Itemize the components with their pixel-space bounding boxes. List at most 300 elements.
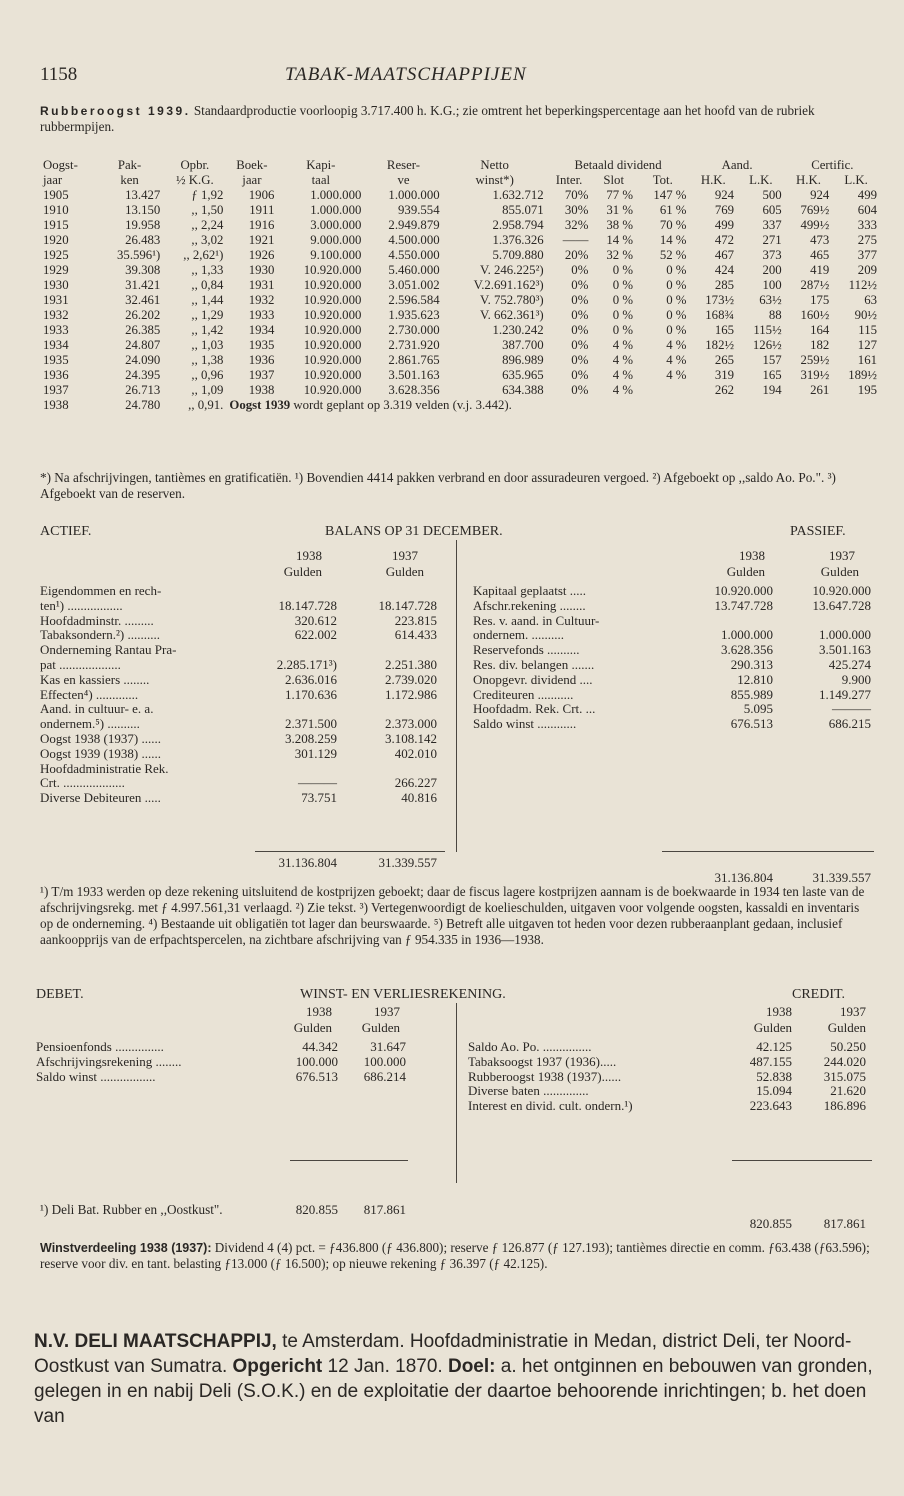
list-item bbox=[40, 688, 445, 703]
pl-total-rule bbox=[290, 1160, 408, 1161]
value-1937: 100.000 bbox=[363, 1053, 406, 1069]
table-cell: 30% bbox=[564, 203, 589, 217]
table-cell: 26.202 bbox=[125, 308, 161, 322]
debet-total-1937: 817.861 bbox=[363, 1201, 406, 1217]
value-1938: 622.002 bbox=[294, 627, 337, 643]
table-cell: 0 % bbox=[666, 263, 687, 277]
table-cell: 467 bbox=[714, 248, 735, 262]
item-label: Hoofdadminstr. ......... bbox=[40, 612, 154, 628]
oogst-1939-text: wordt geplant op 3.319 velden (v.j. 3.442). bbox=[293, 398, 512, 412]
value-1938: 676.513 bbox=[730, 716, 773, 732]
table-cell: 500 bbox=[762, 188, 782, 202]
debet-total-1938: 820.855 bbox=[295, 1201, 338, 1217]
pl-unit-b: Gulden bbox=[361, 1020, 400, 1035]
stats-header: Boek- bbox=[236, 158, 268, 172]
table-cell: 387.700 bbox=[502, 338, 544, 352]
list-item bbox=[473, 599, 873, 614]
table-cell: 4 % bbox=[612, 368, 634, 382]
balance-unit-b: Gulden bbox=[820, 564, 859, 579]
item-label: Saldo winst ................. bbox=[36, 1068, 156, 1084]
table-cell: 14 % bbox=[606, 233, 634, 247]
table-cell: 855.071 bbox=[502, 203, 544, 217]
table-cell: 0% bbox=[571, 308, 589, 322]
table-cell: 31.421 bbox=[125, 278, 161, 292]
table-cell: 769½ bbox=[800, 203, 830, 217]
balance-year-b: 1937 bbox=[829, 548, 855, 563]
value-1937: 13.647.728 bbox=[812, 597, 871, 613]
item-label: Diverse baten .............. bbox=[468, 1083, 589, 1099]
assets-total-row bbox=[40, 856, 445, 871]
list-item bbox=[473, 688, 873, 703]
table-row bbox=[40, 233, 880, 248]
table-cell: 100 bbox=[762, 278, 782, 292]
table-cell: 32% bbox=[564, 218, 589, 232]
stats-header: Opbr. bbox=[180, 158, 210, 172]
list-item bbox=[468, 1055, 868, 1070]
list-item bbox=[40, 614, 445, 629]
stats-header: Pak- bbox=[117, 158, 142, 172]
table-cell: 1906 bbox=[248, 188, 275, 202]
list-item bbox=[36, 1055, 406, 1070]
table-cell: 32.461 bbox=[125, 293, 161, 307]
table-cell: 32 % bbox=[606, 248, 634, 262]
list-item bbox=[473, 702, 873, 717]
table-cell: 165 bbox=[762, 368, 782, 382]
table-cell: 39.308 bbox=[125, 263, 161, 277]
actief-title: ACTIEF. bbox=[40, 524, 92, 539]
table-cell: 1935 bbox=[43, 353, 69, 367]
table-cell: 4.500.000 bbox=[388, 233, 440, 247]
item-label: Hoofdadm. Rek. Crt. ... bbox=[473, 701, 596, 717]
list-item bbox=[473, 643, 873, 658]
value-1937: 40.816 bbox=[401, 790, 437, 806]
list-item bbox=[473, 673, 873, 688]
doel-text: a. het ontginnen en bebouwen van gronden, gelegen in en nabij Deli (S.O.K.) en de exploitatie der daartoe behoorende inrichtingen; b. het doen van bbox=[34, 1356, 873, 1427]
item-label: Diverse Debiteuren ..... bbox=[40, 790, 161, 806]
balance-title: BALANS OP 31 DECEMBER. bbox=[325, 524, 503, 539]
balance-year-a: 1938 bbox=[296, 548, 322, 563]
table-cell: 4 % bbox=[612, 353, 634, 367]
table-cell bbox=[636, 383, 689, 398]
value-1937: 186.896 bbox=[823, 1098, 866, 1114]
table-cell: 473 bbox=[810, 233, 830, 247]
rubber-harvest-intro bbox=[40, 103, 870, 135]
table-cell: 10.920.000 bbox=[303, 338, 362, 352]
value-1938: 676.513 bbox=[295, 1068, 338, 1084]
balance-total-rule bbox=[255, 851, 445, 852]
table-cell: 604 bbox=[857, 203, 877, 217]
table-cell: ,, 0,84 bbox=[191, 278, 224, 292]
table-cell: 61 % bbox=[659, 203, 687, 217]
table-cell: 1925 bbox=[43, 248, 69, 262]
value-1937: 31.647 bbox=[370, 1039, 406, 1054]
value-1937: 21.620 bbox=[830, 1083, 866, 1099]
table-cell: 10.920.000 bbox=[303, 383, 362, 397]
table-cell: 419 bbox=[810, 263, 830, 277]
winstverdeeling bbox=[40, 1240, 870, 1272]
table-cell: 209 bbox=[857, 263, 877, 277]
value-1937: 3.501.163 bbox=[819, 642, 871, 658]
stats-subheader: ken bbox=[120, 173, 139, 187]
table-cell: 1911 bbox=[249, 203, 275, 217]
table-cell: 499 bbox=[857, 188, 877, 202]
value-1938: 13.747.728 bbox=[714, 597, 773, 613]
list-item bbox=[40, 584, 445, 599]
table-cell: ,, 1,09 bbox=[191, 383, 224, 397]
stats-header: Betaald dividend bbox=[574, 158, 662, 172]
table-cell: 4 % bbox=[612, 338, 634, 352]
table-row bbox=[40, 383, 880, 398]
table-cell: 1926 bbox=[248, 248, 275, 262]
table-cell: 3.000.000 bbox=[310, 218, 362, 232]
table-row bbox=[40, 368, 880, 383]
table-cell: 90½ bbox=[854, 308, 877, 322]
table-cell: 1931 bbox=[248, 278, 275, 292]
value-1938: 42.125 bbox=[756, 1039, 792, 1054]
stats-subheader: H.K. bbox=[796, 173, 821, 187]
table-cell bbox=[226, 398, 880, 413]
value-1938: 855.989 bbox=[730, 686, 773, 702]
item-label: Rubberoogst 1938 (1937)...... bbox=[468, 1068, 622, 1084]
table-cell: 769 bbox=[714, 203, 735, 217]
table-cell: 0% bbox=[571, 323, 589, 337]
item-label: Kas en kassiers ........ bbox=[40, 671, 150, 687]
table-cell: 194 bbox=[762, 383, 782, 397]
table-row bbox=[40, 308, 880, 323]
value-1937: 3.108.142 bbox=[385, 730, 437, 746]
table-cell: 52 % bbox=[659, 248, 687, 262]
table-cell: 3.051.002 bbox=[388, 278, 440, 292]
table-cell: 13.150 bbox=[125, 203, 161, 217]
item-label: pat ................... bbox=[40, 656, 121, 672]
list-item bbox=[40, 628, 445, 643]
balance-unit-a: Gulden bbox=[283, 564, 322, 579]
table-cell: ,, 1,38 bbox=[191, 353, 224, 367]
table-cell: 1.935.623 bbox=[388, 308, 440, 322]
table-cell: 195 bbox=[857, 383, 877, 397]
table-row bbox=[40, 293, 880, 308]
table-cell: 896.989 bbox=[502, 353, 544, 367]
table-cell: 499½ bbox=[800, 218, 830, 232]
pl-total-rule bbox=[732, 1160, 872, 1161]
table-cell: 377 bbox=[857, 248, 877, 262]
table-cell: 24.090 bbox=[125, 353, 161, 367]
value-1938: 1.170.636 bbox=[285, 686, 337, 702]
table-cell: 0 % bbox=[666, 308, 687, 322]
winstverdeeling-text: Dividend 4 (4) pct. = ƒ436.800 (ƒ 436.800); reserve ƒ 126.877 (ƒ 127.193); tantièmes directie en comm. ƒ63.438 (ƒ63.596); reserve voor div. en tant. belasting ƒ13.000 (ƒ 16.500); op nieuwe rekening ƒ 36.397 (ƒ 42.125). bbox=[40, 1240, 870, 1271]
stats-subheader: L.K. bbox=[844, 173, 868, 187]
table-cell: 1910 bbox=[43, 203, 69, 217]
company-location: te Amsterdam. Hoofdadministratie in Medan, district Deli, ter Noord-Oostkust van Sumatra. bbox=[34, 1331, 852, 1377]
stats-subheader: ve bbox=[397, 173, 410, 187]
table-cell: 4 % bbox=[612, 383, 634, 397]
item-label: Saldo winst ............ bbox=[473, 716, 577, 732]
table-cell: 1935 bbox=[248, 338, 275, 352]
value-1938: 2.636.016 bbox=[285, 671, 337, 687]
table-cell: ƒ 1,92 bbox=[191, 188, 224, 202]
table-cell: 0% bbox=[571, 353, 589, 367]
table-cell: 924 bbox=[810, 188, 830, 202]
list-item bbox=[468, 1099, 868, 1114]
deli-company-entry bbox=[34, 1329, 874, 1429]
table-cell: 4 % bbox=[666, 368, 687, 382]
table-row bbox=[40, 323, 880, 338]
assets-list bbox=[40, 584, 445, 806]
item-label: Eigendommen en rech- bbox=[40, 583, 162, 598]
opgericht-label: Opgericht bbox=[232, 1356, 323, 1377]
table-cell: 1937 bbox=[43, 383, 69, 397]
table-cell: 0 % bbox=[666, 293, 687, 307]
balance-footnote: ¹) T/m 1933 werden op deze rekening uitsluitend de kostprijzen geboekt; daar de fiscus lagere kostprijzen aannam is de boekwaarde in 1934 ten laste van de afschrijvingsrekg. met ƒ 4.997.561,31 verlaagd. ²) Zie tekst. ³) Vertegenwoordigt de koelieschulden, uitgaven voor volgende oogsten, kassaldi en inventaris op de onderneming. ⁴) Bestaande uit obligatiën tot lager dan beurswaarde. ⁵) Betreft alle uitgaven tot heden voor dezen rubberaanplant gedaan, inclusief aankoopprijs van de erfpachtspercelen, na zichtbare afschrijving van ƒ 954.335 in 1936—1938. bbox=[40, 884, 865, 947]
pl-year-a: 1938 bbox=[306, 1004, 332, 1019]
table-cell: 1938 bbox=[43, 398, 69, 412]
table-cell: ,, 2,62¹) bbox=[183, 248, 224, 262]
table-cell: V. 752.780³) bbox=[480, 293, 544, 307]
table-cell: 2.596.584 bbox=[388, 293, 440, 307]
value-1938: 52.838 bbox=[756, 1068, 792, 1084]
balance-unit-a: Gulden bbox=[726, 564, 765, 579]
value-1937: 9.900 bbox=[841, 671, 871, 687]
table-cell: 1920 bbox=[43, 233, 69, 247]
table-row bbox=[40, 218, 880, 233]
table-cell: 24.807 bbox=[125, 338, 161, 352]
list-item bbox=[40, 762, 445, 777]
table-cell: ,, 3,02 bbox=[191, 233, 224, 247]
page-number: 1158 bbox=[40, 64, 78, 85]
item-label: ondernem.⁵) .......... bbox=[40, 716, 140, 732]
table-cell: 262 bbox=[714, 383, 735, 397]
table-cell: ,, 1,42 bbox=[191, 323, 224, 337]
value-1938: 100.000 bbox=[295, 1053, 338, 1069]
stats-subheader: L.K. bbox=[749, 173, 773, 187]
value-1937: 244.020 bbox=[823, 1053, 866, 1069]
table-cell: 275 bbox=[857, 233, 877, 247]
table-cell: 20% bbox=[564, 248, 589, 262]
credit-total-1937: 817.861 bbox=[823, 1216, 866, 1232]
value-1938: 12.810 bbox=[737, 671, 773, 687]
table-cell: 1.230.242 bbox=[492, 323, 544, 337]
item-label: ondernem. .......... bbox=[473, 627, 564, 643]
table-cell: 10.920.000 bbox=[303, 308, 362, 322]
value-1937: 686.215 bbox=[828, 716, 871, 732]
table-cell: 5.709.880 bbox=[492, 248, 544, 262]
item-label: Saldo Ao. Po. ............... bbox=[468, 1039, 592, 1054]
table-row bbox=[40, 353, 880, 368]
item-label: Tabaksondern.²) .......... bbox=[40, 627, 160, 643]
table-cell: 1931 bbox=[43, 293, 69, 307]
table-cell: V. 662.361³) bbox=[480, 308, 544, 322]
item-label: Pensioenfonds ............... bbox=[36, 1039, 164, 1054]
table-cell: 0% bbox=[571, 368, 589, 382]
table-cell: ,, 0,91. bbox=[188, 398, 224, 412]
value-1938: 487.155 bbox=[749, 1053, 792, 1069]
value-1938: 2.371.500 bbox=[285, 716, 337, 732]
value-1937: 2.373.000 bbox=[385, 716, 437, 732]
pl-divider bbox=[456, 1003, 457, 1183]
liab-total-1937: 31.339.557 bbox=[812, 869, 871, 885]
list-item bbox=[473, 614, 873, 629]
table-cell: 5.460.000 bbox=[388, 263, 440, 277]
table-cell: 2.730.000 bbox=[388, 323, 440, 337]
stats-header: Reser- bbox=[386, 158, 421, 172]
value-1938: 320.612 bbox=[294, 612, 337, 628]
table-cell: 1937 bbox=[248, 368, 275, 382]
oogst-1939-label: Oogst 1939 bbox=[229, 398, 291, 412]
table-cell: 2.949.879 bbox=[388, 218, 440, 232]
pl-year-b: 1937 bbox=[374, 1004, 400, 1019]
item-label: Oogst 1939 (1938) ...... bbox=[40, 745, 161, 761]
table-row bbox=[40, 248, 880, 263]
item-label: ten¹) ................. bbox=[40, 597, 123, 613]
value-1938: 301.129 bbox=[294, 745, 337, 761]
table-cell: 319 bbox=[714, 368, 735, 382]
table-cell: 465 bbox=[810, 248, 830, 262]
table-cell: 173½ bbox=[705, 293, 735, 307]
table-cell: 4.550.000 bbox=[388, 248, 440, 262]
table-cell: 939.554 bbox=[398, 203, 440, 217]
list-item bbox=[40, 673, 445, 688]
list-item bbox=[36, 1070, 406, 1085]
table-row bbox=[40, 188, 880, 203]
table-cell: 1933 bbox=[43, 323, 69, 337]
table-row bbox=[40, 278, 880, 293]
item-label: Effecten⁴) ............. bbox=[40, 686, 139, 702]
value-1937: ——— bbox=[832, 701, 871, 717]
table-cell: 499 bbox=[714, 218, 735, 232]
stats-header-row-2 bbox=[40, 173, 880, 188]
table-cell: 26.385 bbox=[125, 323, 161, 337]
value-1938: 10.920.000 bbox=[714, 583, 773, 598]
table-cell: 63 bbox=[864, 293, 877, 307]
list-item bbox=[40, 658, 445, 673]
table-row bbox=[40, 338, 880, 353]
balance-divider bbox=[456, 540, 457, 852]
table-cell: 285 bbox=[714, 278, 735, 292]
table-cell: 271 bbox=[762, 233, 782, 247]
item-label: Crt. ................... bbox=[40, 775, 125, 791]
value-1937: 2.739.020 bbox=[385, 671, 437, 687]
credit-title: CREDIT. bbox=[792, 987, 846, 1002]
list-item bbox=[468, 1040, 868, 1055]
value-1938: ——— bbox=[298, 775, 337, 791]
stats-subheader: Tot. bbox=[652, 173, 673, 187]
table-cell: 1.000.000 bbox=[388, 188, 440, 202]
table-cell: 9.100.000 bbox=[310, 248, 362, 262]
value-1937: 223.815 bbox=[394, 612, 437, 628]
value-1938: 5.095 bbox=[743, 701, 773, 717]
credit-list bbox=[468, 1040, 868, 1114]
table-cell: 10.920.000 bbox=[303, 353, 362, 367]
pl-unit-b: Gulden bbox=[827, 1020, 866, 1035]
value-1937: 425.274 bbox=[828, 656, 871, 672]
item-label: Onopgevr. dividend .... bbox=[473, 671, 593, 687]
table-cell: 1905 bbox=[43, 188, 69, 202]
value-1937: 18.147.728 bbox=[378, 597, 437, 613]
table-cell: 112½ bbox=[848, 278, 877, 292]
value-1938: 1.000.000 bbox=[721, 627, 773, 643]
balance-unit-b: Gulden bbox=[385, 564, 424, 579]
stats-subheader: ½ K.G. bbox=[176, 173, 214, 187]
stats-header: Oogst- bbox=[43, 158, 78, 172]
list-item bbox=[473, 584, 873, 599]
table-cell: 1915 bbox=[43, 218, 69, 232]
value-1938: 223.643 bbox=[749, 1098, 792, 1114]
table-cell: 2.958.794 bbox=[492, 218, 544, 232]
assets-total-1937: 31.339.557 bbox=[378, 855, 437, 870]
table-cell: 10.920.000 bbox=[303, 278, 362, 292]
table-cell: 70 % bbox=[659, 218, 687, 232]
table-cell: 63½ bbox=[759, 293, 782, 307]
table-cell: ,, 0,96 bbox=[191, 368, 224, 382]
value-1938: 3.628.356 bbox=[721, 642, 773, 658]
table-cell: V. 246.225²) bbox=[480, 263, 544, 277]
value-1938: 290.313 bbox=[730, 656, 773, 672]
table-cell: 14 % bbox=[659, 233, 687, 247]
stats-subheader: winst*) bbox=[475, 173, 514, 187]
value-1937: 614.433 bbox=[394, 627, 437, 643]
table-cell: 924 bbox=[714, 188, 735, 202]
item-label: Oogst 1938 (1937) ...... bbox=[40, 730, 161, 746]
debet-list bbox=[36, 1040, 406, 1084]
value-1938: 2.285.171³) bbox=[276, 656, 337, 672]
table-cell: 1.632.712 bbox=[492, 188, 544, 202]
list-item bbox=[40, 747, 445, 762]
table-cell: 424 bbox=[714, 263, 735, 277]
company-name: N.V. DELI MAATSCHAPPIJ, bbox=[34, 1331, 277, 1352]
stats-subheader: Slot bbox=[603, 173, 625, 187]
stats-subheader: Inter. bbox=[555, 173, 583, 187]
table-cell: 1929 bbox=[43, 263, 69, 277]
item-label: Aand. in cultuur- e. a. bbox=[40, 701, 154, 717]
table-cell: 1930 bbox=[248, 263, 275, 277]
table-cell: 0% bbox=[571, 293, 589, 307]
liab-total-1938: 31.136.804 bbox=[714, 869, 773, 885]
value-1938: 44.342 bbox=[302, 1039, 338, 1054]
table-cell: 38 % bbox=[606, 218, 634, 232]
item-label: Reservefonds .......... bbox=[473, 642, 580, 658]
table-cell: 19.958 bbox=[125, 218, 161, 232]
item-label: Res. v. aand. in Cultuur- bbox=[473, 612, 600, 628]
pl-year-a: 1938 bbox=[766, 1004, 792, 1019]
credit-total-row bbox=[468, 1217, 868, 1232]
pl-year-b: 1937 bbox=[840, 1004, 866, 1019]
table-cell: ,, 1,29 bbox=[191, 308, 224, 322]
stats-header: Aand. bbox=[721, 158, 753, 172]
value-1937: 1.172.986 bbox=[385, 686, 437, 702]
table-cell: 287½ bbox=[800, 278, 830, 292]
table-cell: 9.000.000 bbox=[310, 233, 362, 247]
table-cell: 261 bbox=[810, 383, 830, 397]
item-label: Crediteuren ........... bbox=[473, 686, 574, 702]
credit-total-1938: 820.855 bbox=[749, 1216, 792, 1232]
table-cell: 0 % bbox=[612, 278, 634, 292]
table-cell: 1.376.326 bbox=[492, 233, 544, 247]
table-cell: 115½ bbox=[753, 323, 782, 337]
table-cell: 31 % bbox=[606, 203, 634, 217]
balance-year-a: 1938 bbox=[739, 548, 765, 563]
table-cell: 200 bbox=[762, 263, 782, 277]
stats-footnote: *) Na afschrijvingen, tantièmes en gratificatiën. ¹) Bovendien 4414 pakken verbrand en door assuradeuren vergoed. ²) Afgeboekt op ,,saldo Ao. Po.". ³) Afgeboekt van de reserven. bbox=[40, 470, 836, 501]
table-cell: ,, 2,24 bbox=[191, 218, 224, 232]
table-cell: 10.920.000 bbox=[303, 323, 362, 337]
list-item bbox=[40, 643, 445, 658]
table-cell: 0 % bbox=[666, 323, 687, 337]
table-cell: 175 bbox=[810, 293, 830, 307]
table-cell: 26.483 bbox=[125, 233, 161, 247]
table-cell: V.2.691.162³) bbox=[473, 278, 544, 292]
value-1937: 2.251.380 bbox=[385, 656, 437, 672]
opgericht-date: 12 Jan. 1870. bbox=[327, 1356, 443, 1377]
